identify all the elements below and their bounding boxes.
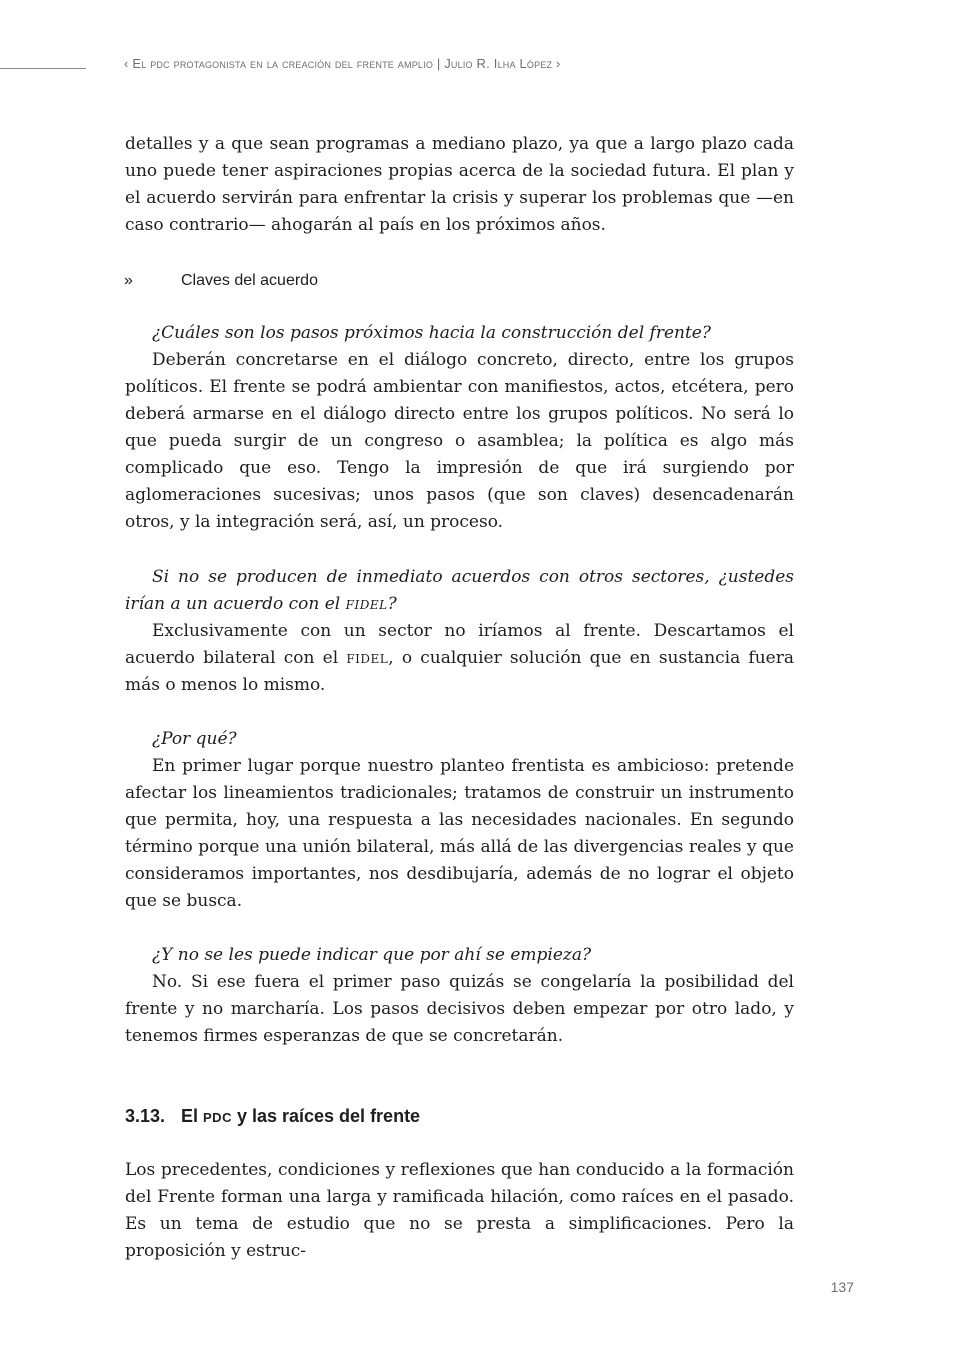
question-text: Si no se producen de inmediato acuerdos con otros sectores, ¿ustedes irían a un acuerdo con el <box>125 567 794 614</box>
qa-block-2 <box>125 564 794 699</box>
answer-text: Exclusivamente con un sector no iríamos al frente. Descartamos el acuerdo bilateral con el <box>125 621 794 668</box>
acronym-fidel: fidel <box>345 594 388 614</box>
section-body <box>125 1157 794 1265</box>
header-title: El pdc protagonista en la creación del frente amplio <box>132 56 434 71</box>
section-paragraph: Los precedentes, condiciones y reflexiones que han conducido a la formación del Frente forman una larga y ramificada hilación, como raíces en el pasado. Es un tema de estudio que no se presta a simplificaciones. Pero la proposición y estruc- <box>125 1160 794 1261</box>
header-author: Julio R. Ilha López <box>444 56 553 71</box>
subheading <box>124 268 793 294</box>
answer <box>125 618 794 699</box>
subheading-bullet: » <box>124 272 133 289</box>
answer-end: , o cualquier solución que en sustancia fuera más o menos lo mismo. <box>125 648 794 695</box>
header-rule <box>0 68 86 69</box>
question: ¿Y no se les puede indicar que por ahí se empieza? <box>152 945 592 965</box>
acronym-fidel: fidel <box>346 648 389 668</box>
intro-paragraph: detalles y a que sean programas a mediano plazo, ya que a largo plazo cada uno puede tener aspiraciones propias acerca de la sociedad futura. El plan y el acuerdo servirán para enfrentar la crisis y superar los problemas que —en caso contrario— ahogarán al país en los próximos años. <box>125 134 794 235</box>
page-number: 137 <box>830 1279 854 1295</box>
section-heading <box>125 1102 794 1130</box>
header-left-chevron: ‹ <box>124 56 129 71</box>
question <box>125 564 794 618</box>
subheading-text: Claves del acuerdo <box>181 272 318 289</box>
question-end: ? <box>387 594 397 614</box>
qa-block-4 <box>125 942 794 1050</box>
answer: Deberán concretarse en el diálogo concreto, directo, entre los grupos políticos. El frente se podrá ambientar con manifiestos, actos, etcétera, pero deberá armarse en el diálogo directo entre los grupos políticos. No será lo que pueda surgir de un congreso o asamblea; la política es algo más complicado que eso. Tengo la impresión de que irá surgiendo por aglomeraciones sucesivas; unos pasos (que son claves) desencadenarán otros, y la integración será, así, un proceso. <box>125 350 794 532</box>
question: ¿Por qué? <box>152 729 237 749</box>
intro-block <box>125 131 794 239</box>
section-title-acronym: pdc <box>203 1106 232 1126</box>
header-right-chevron: › <box>556 56 561 71</box>
answer: En primer lugar porque nuestro planteo frentista es ambicioso: pretende afectar los lineamientos tradicionales; tratamos de construir un instrumento que permita, hoy, una respuesta a las necesidades nacionales. En segundo término porque una unión bilateral, más allá de las divergencias reales y que consideramos importantes, nos desdibujaría, además de no lograr el objeto que se busca. <box>125 756 794 911</box>
qa-block-3 <box>125 726 794 915</box>
section-title-end: y las raíces del frente <box>231 1106 421 1126</box>
question: ¿Cuáles son los pasos próximos hacia la construcción del frente? <box>152 323 711 343</box>
section-title-start: El <box>181 1106 204 1126</box>
running-header <box>124 56 804 71</box>
qa-block-1 <box>125 320 794 536</box>
section-number: 3.13. <box>125 1106 166 1126</box>
header-separator: | <box>436 56 441 71</box>
answer: No. Si ese fuera el primer paso quizás se congelaría la posibilidad del frente y no marcharía. Los pasos decisivos deben empezar por otro lado, y tenemos firmes esperanzas de que se concretarán. <box>125 972 794 1046</box>
